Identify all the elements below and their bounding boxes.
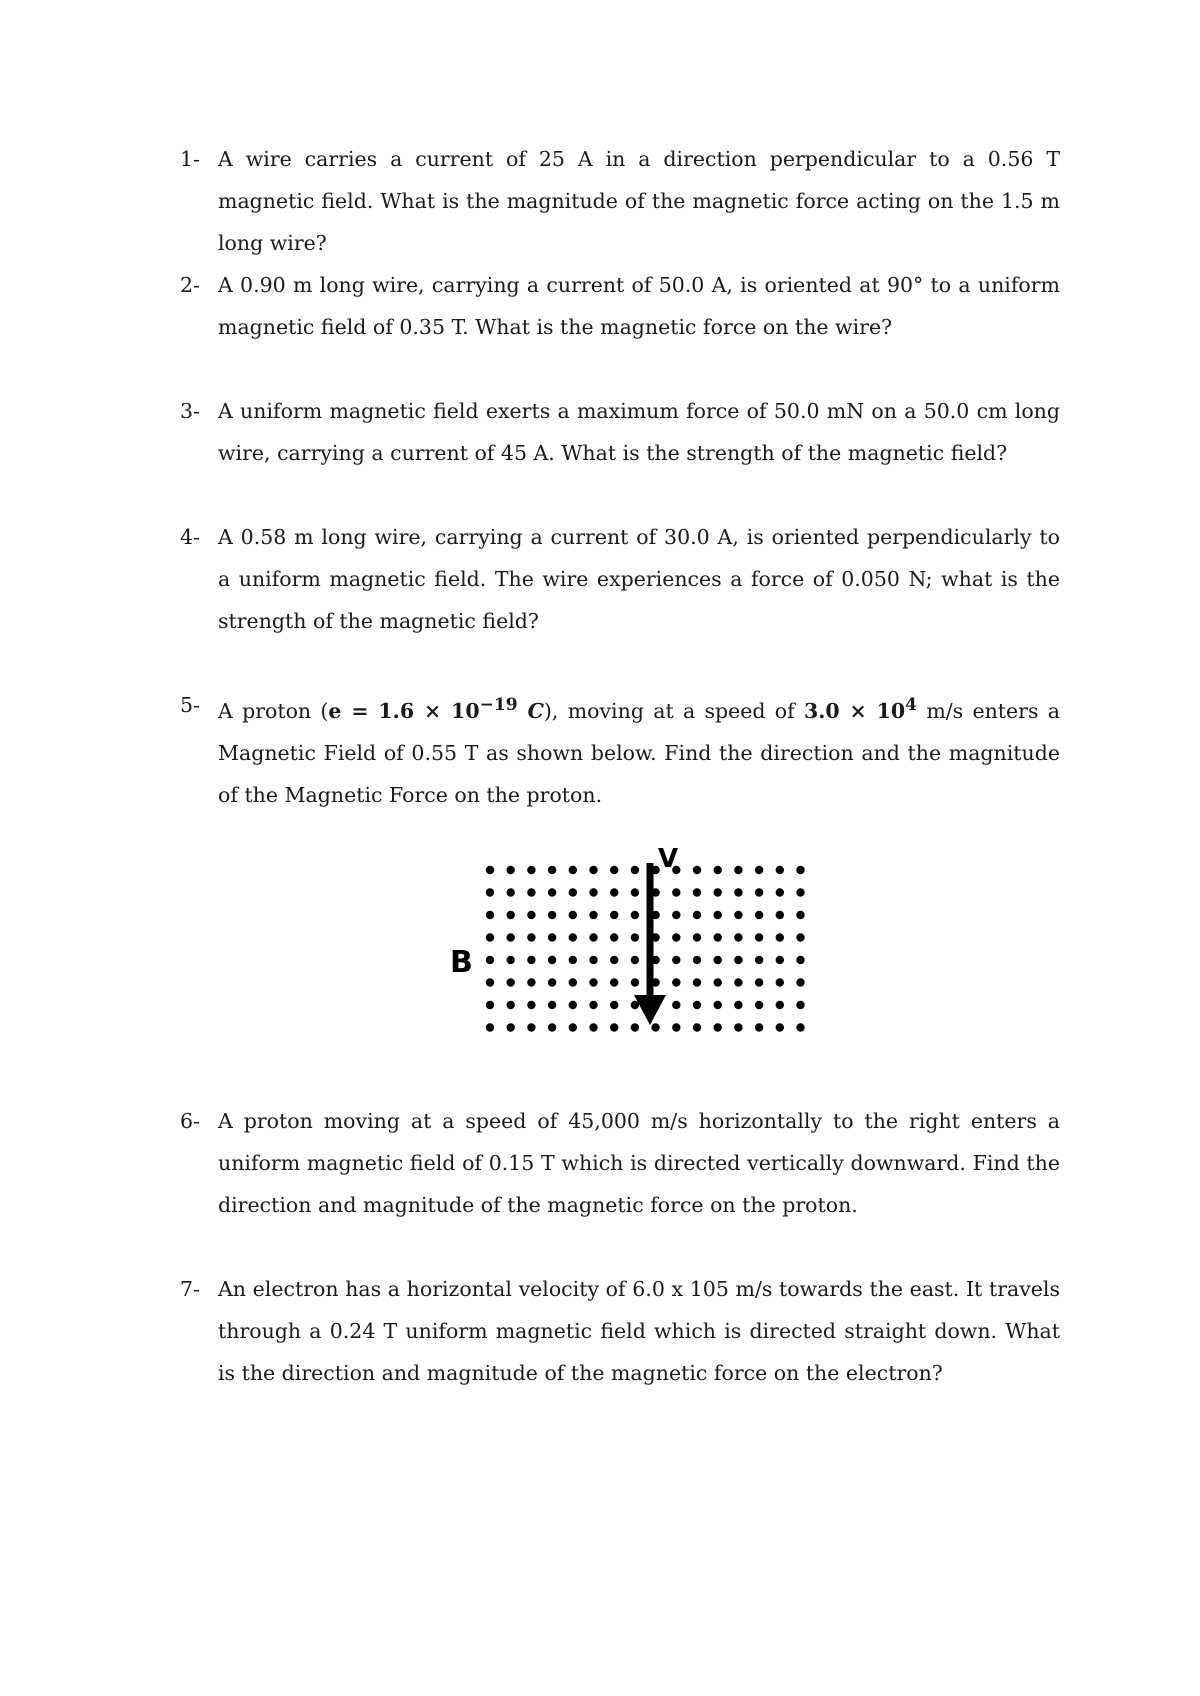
- question-number: 7-: [180, 1277, 200, 1301]
- field-dot: [610, 866, 618, 874]
- question-text: A 0.90 m long wire, carrying a current of 50.0 A, is oriented at 90° to a uniform magnetic field of 0.35 T. What is the magnetic force on the wire?: [218, 273, 1060, 339]
- field-dot: [610, 1023, 618, 1031]
- field-dot: [776, 866, 784, 874]
- field-dot: [507, 1023, 515, 1031]
- charge-unit: C: [527, 698, 544, 723]
- field-dot: [631, 866, 639, 874]
- field-dot: [672, 888, 680, 896]
- field-dot: [776, 888, 784, 896]
- field-dot: [693, 933, 701, 941]
- field-dot: [610, 956, 618, 964]
- field-dot: [776, 978, 784, 986]
- field-dot: [734, 866, 742, 874]
- field-dot: [672, 933, 680, 941]
- field-dot: [527, 911, 535, 919]
- field-dot: [569, 888, 577, 896]
- field-dot: [714, 1001, 722, 1009]
- speed-exponent: 4: [905, 695, 918, 715]
- field-dot: [693, 1023, 701, 1031]
- field-dot: [693, 888, 701, 896]
- field-dot: [796, 866, 804, 874]
- field-dot: [714, 1023, 722, 1031]
- velocity-label: V: [658, 844, 679, 874]
- field-dot: [734, 888, 742, 896]
- field-label: B: [450, 945, 473, 980]
- field-dot: [589, 933, 597, 941]
- field-dot: [631, 956, 639, 964]
- field-dot: [610, 911, 618, 919]
- field-dot: [714, 978, 722, 986]
- field-dot: [796, 1023, 804, 1031]
- field-dot: [527, 978, 535, 986]
- field-dot: [589, 911, 597, 919]
- question-text: A wire carries a current of 25 A in a direction perpendicular to a 0.56 T magnetic field. What is the magnitude of the magnetic force acting on the 1.5 m long wire?: [218, 147, 1060, 255]
- field-dot: [631, 911, 639, 919]
- question-7: [180, 1268, 1060, 1394]
- field-dot: [755, 1023, 763, 1031]
- field-dot: [486, 888, 494, 896]
- field-dot: [651, 1023, 659, 1031]
- field-dot: [610, 933, 618, 941]
- field-dot: [507, 1001, 515, 1009]
- field-dot: [589, 866, 597, 874]
- field-dot: [631, 933, 639, 941]
- field-dot: [631, 888, 639, 896]
- field-dot: [569, 933, 577, 941]
- field-dot: [486, 978, 494, 986]
- field-dot: [714, 866, 722, 874]
- field-dot: [714, 888, 722, 896]
- field-dot: [507, 978, 515, 986]
- field-dot: [527, 933, 535, 941]
- field-dot: [714, 911, 722, 919]
- field-dot: [486, 1001, 494, 1009]
- velocity-arrow-head: [634, 995, 666, 1025]
- field-dot: [631, 1023, 639, 1031]
- field-dot: [548, 911, 556, 919]
- field-dot: [527, 1001, 535, 1009]
- field-dot: [507, 956, 515, 964]
- question-6: [180, 1100, 1060, 1226]
- field-dot: [693, 978, 701, 986]
- question-text-part: m/s enters a Magnetic Field of 0.55 T as shown below. Find the direction and the magnitude of the Magnetic Force on the proton.: [218, 698, 1060, 807]
- field-dot: [693, 866, 701, 874]
- question-number: 3-: [180, 399, 200, 423]
- question-text: A proton moving at a speed of 45,000 m/s horizontally to the right enters a uniform magnetic field of 0.15 T which is directed vertically downward. Find the direction and magnitude of the magnetic force on the proton.: [218, 1109, 1060, 1217]
- field-dot: [548, 888, 556, 896]
- field-dot: [486, 911, 494, 919]
- field-dot: [589, 888, 597, 896]
- field-dot: [693, 956, 701, 964]
- field-dot: [734, 956, 742, 964]
- field-dot: [589, 1023, 597, 1031]
- field-dot: [507, 911, 515, 919]
- question-4: [180, 516, 1060, 642]
- field-dot: [548, 933, 556, 941]
- field-dot: [796, 1001, 804, 1009]
- field-dot: [796, 888, 804, 896]
- question-text: [218, 684, 1060, 816]
- question-number: 1-: [180, 147, 200, 171]
- field-dot: [569, 956, 577, 964]
- field-dot: [755, 956, 763, 964]
- field-dot: [796, 911, 804, 919]
- field-dot: [714, 933, 722, 941]
- field-dot: [755, 978, 763, 986]
- question-number: 5-: [180, 693, 200, 717]
- field-dot: [548, 1001, 556, 1009]
- field-dot: [486, 1023, 494, 1031]
- field-dot: [755, 911, 763, 919]
- field-dot: [796, 978, 804, 986]
- field-dot: [631, 978, 639, 986]
- question-text-part: ), moving at a speed of: [543, 698, 804, 723]
- field-dot: [527, 956, 535, 964]
- field-dot: [734, 1001, 742, 1009]
- field-dot: [589, 1001, 597, 1009]
- question-number: 6-: [180, 1109, 200, 1133]
- field-dot: [755, 888, 763, 896]
- field-dot: [589, 978, 597, 986]
- question-1: [180, 138, 1060, 264]
- charge-value: e = 1.6 × 10: [328, 698, 480, 723]
- question-text-part: A proton (: [218, 698, 329, 723]
- field-dot: [796, 956, 804, 964]
- field-dot: [693, 911, 701, 919]
- field-dot: [672, 978, 680, 986]
- field-dot: [486, 866, 494, 874]
- magnetic-field-diagram: [440, 835, 860, 1065]
- field-dot: [548, 866, 556, 874]
- question-5: [180, 684, 1060, 816]
- field-dot: [486, 956, 494, 964]
- field-dot: [776, 956, 784, 964]
- field-dot: [507, 933, 515, 941]
- field-dot: [776, 933, 784, 941]
- field-dot: [776, 1023, 784, 1031]
- field-dot: [507, 866, 515, 874]
- question-text: A uniform magnetic field exerts a maximum force of 50.0 mN on a 50.0 cm long wire, carrying a current of 45 A. What is the strength of the magnetic field?: [218, 399, 1060, 465]
- field-dot: [672, 1001, 680, 1009]
- field-dot: [734, 933, 742, 941]
- field-dot: [527, 1023, 535, 1031]
- field-dot: [569, 1001, 577, 1009]
- field-dot: [714, 956, 722, 964]
- field-dot: [610, 1001, 618, 1009]
- field-dot: [734, 1023, 742, 1031]
- question-text: A 0.58 m long wire, carrying a current of 30.0 A, is oriented perpendicularly to a uniform magnetic field. The wire experiences a force of 0.050 N; what is the strength of the magnetic field?: [218, 525, 1060, 633]
- field-dot: [527, 866, 535, 874]
- field-dot: [672, 956, 680, 964]
- field-dot: [507, 888, 515, 896]
- field-dot: [610, 978, 618, 986]
- field-dot: [672, 1023, 680, 1031]
- field-dot: [569, 978, 577, 986]
- field-dot: [569, 866, 577, 874]
- field-dot: [796, 933, 804, 941]
- question-3: [180, 390, 1060, 474]
- field-dot: [589, 956, 597, 964]
- field-dot: [672, 911, 680, 919]
- field-dot: [548, 1023, 556, 1031]
- field-dot: [610, 888, 618, 896]
- field-dot: [734, 911, 742, 919]
- field-dot: [776, 911, 784, 919]
- field-dot: [527, 888, 535, 896]
- field-dot: [569, 1023, 577, 1031]
- speed-value: 3.0 × 10: [803, 698, 906, 723]
- question-text: An electron has a horizontal velocity of 6.0 x 105 m/s towards the east. It travels through a 0.24 T uniform magnetic field which is directed straight down. What is the direction and magnitude of the magnetic force on the electron?: [218, 1277, 1060, 1385]
- charge-exponent: −19: [479, 695, 518, 715]
- question-number: 4-: [180, 525, 200, 549]
- field-dot: [569, 911, 577, 919]
- field-dot: [548, 956, 556, 964]
- field-dot: [776, 1001, 784, 1009]
- speed-expression: [803, 695, 918, 723]
- magnetic-field-svg: [440, 835, 860, 1065]
- field-dot: [548, 978, 556, 986]
- field-dot: [486, 933, 494, 941]
- question-2: [180, 264, 1060, 348]
- field-dot: [755, 933, 763, 941]
- field-dot: [693, 1001, 701, 1009]
- question-number: 2-: [180, 273, 200, 297]
- field-dot: [734, 978, 742, 986]
- charge-expression: [328, 695, 544, 723]
- field-dot: [755, 866, 763, 874]
- field-dot: [755, 1001, 763, 1009]
